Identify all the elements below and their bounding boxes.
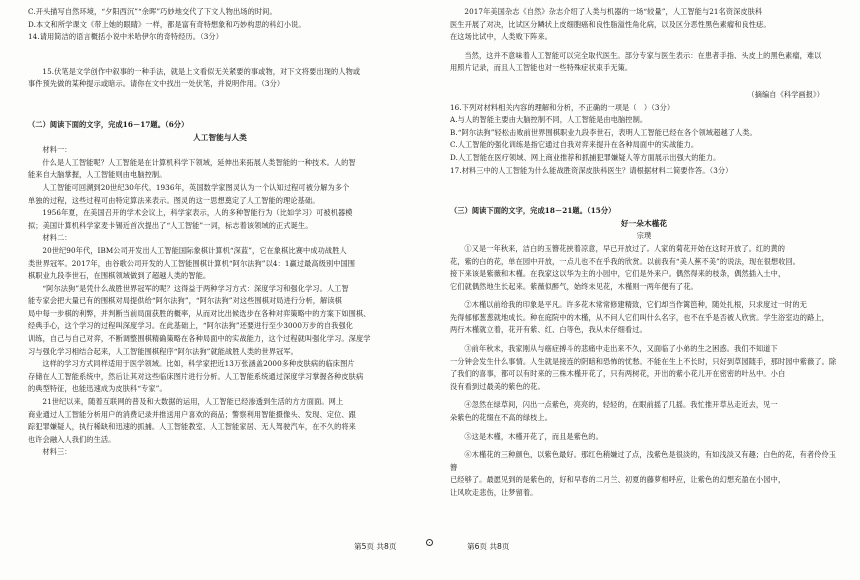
s3-p6-l2: 已经够了。最愿见到的是紫色的，好和早春的二月兰、初夏的藤萝相呼应，让紫色的幻想充盈在小园中，	[450, 475, 786, 485]
right-page	[450, 6, 838, 500]
q16-option-c: C.人工智能的强化训练是指它通过自我对弈来提升在各种局面中的实战能力。	[450, 140, 699, 150]
source-citation: （摘编自《科学画报》）	[747, 89, 824, 99]
q16-option-a: A.与人的智能主要由大脑控制不同，人工智能是由电脑控制。	[450, 115, 648, 125]
binding-hole-icon	[426, 539, 433, 546]
m2-p2-l3: 局中每一步棋的利弊，并判断当前局面获胜的概率，从而对比出候选步在各种对弈策略中的方案下如围棋、	[28, 308, 371, 318]
s3-p5: ⑤这是木槿，木槿开花了，而且是紫色的。	[464, 431, 603, 441]
s3-p2-l3: 两行木槿就立着，花开有紫、红、白等色，我从未仔细看过。	[450, 325, 647, 335]
s3-p3-l1: ③前年秋末，我家刚从与癌症搏斗的悲痛中走出来不久，又面临了小弟的生之困惑。我们不知道下	[464, 344, 778, 354]
s3-p3-l2: 一分钟会发生什么事情。人生就是接连的阴暗和恐怖的忧愁。不能在生上不长时，只好到草园随手，那时园中紫薇了。除	[450, 356, 837, 366]
m3-p1-l2: 医生开展了对决，比试区分鳞状上皮细胞癌和良性脂溢性角化病，以及区分恶性黑色素瘤和良性痣。	[450, 19, 771, 29]
m1-p3-l1: 1956年夏，在美国召开的学术会议上，科学家表示，人的多种智能行为（比如学习）可被机器模	[42, 208, 353, 218]
m2-p3-l3: 的典型特征，也能迅速成为皮肤科“专家”。	[28, 384, 167, 394]
s3-p2-l1: ②木槿以前给我的印象是平凡。许多花木常常修建精致，它们却当作篱笆种，随处扎根，只求度过一时的无	[464, 300, 807, 310]
m2-p1-l3: 棋职业九段李世石，在围棋领域做到了超越人类的智能。	[28, 271, 211, 281]
s3-p3-l3: 了我们的喜事，都可以有时来的三株木槿开花了，只有两树花，开出的紫小花儿开在密密的叶丛中。小白	[450, 369, 786, 379]
section3-title: 好一朵木槿花	[620, 218, 668, 228]
material1-label: 材料一：	[42, 145, 72, 155]
section3-heading: （三）阅读下面的文字，完成18－21题。（15分）	[450, 206, 616, 216]
question-14: 14.请用简洁的语言概括小说中米哈伊尔的奇特经历。（3分）	[28, 32, 223, 42]
left-page	[28, 6, 412, 459]
page-number-left: 第5页 共8页	[354, 542, 397, 551]
m3-p2-l1: 当然，这并不意味着人工智能可以完全取代医生。部分专家与医生表示：在患者手指、头皮上的黑色素瘤，难以	[464, 50, 822, 60]
option-d: D.本文和所学课文《带上她的眼睛》一样，都是富有奇特想象和巧妙构思的科幻小说。	[28, 19, 306, 29]
section2-title: 人工智能与人类	[193, 132, 247, 142]
s3-p3-l4: 没有看到过最美的紫色的花。	[450, 381, 545, 391]
q16-option-b: B.“阿尔法狗”轻松击败前世界围棋职业九段李世石，表明人工智能已经在各个领域超越了人类。	[450, 127, 757, 137]
page-number-right: 第6页 共8页	[467, 542, 510, 551]
s3-p1-l3: 接下来该是紫薇和木槿。在我家这以华为主的小园中，它们是外来户。偶然得来的枝条，偶然插入土中，	[450, 269, 786, 279]
m2-p2-l4: 经典手心，这个学习的过程叫深度学习。在此基础上，“阿尔法狗”还要进行至少3000万步的自我强化	[28, 321, 354, 331]
m2-p2-l6: 习与强化学习相结合起来，人工智能围棋程序“阿尔法狗”就能战胜人类的世界冠军。	[28, 346, 298, 356]
m2-p3-l1: 这样的学习方式同样适用于医学领域。比如，科学家把近13万张涵盖2000多种皮肤病的临床图片	[42, 359, 355, 369]
m2-p1-l2: 类世界冠军。2017年，由谷歌公司开发的人工智能围棋计算机“阿尔法狗”以4：1赢过最高级别中国围	[28, 258, 356, 268]
m2-p4-l4: 也许会融入人我们的生活。	[28, 434, 116, 444]
m2-p4-l3: 踪犯罪嫌疑人，执行稀缺和迅速的抓捕。人工智能教室、人工智能家居、无人驾驶汽车，在不久的将来	[28, 422, 356, 432]
s3-p1-l4: 它们就偶然地生长起来。紫薇似醉气，始终未见花，木槿则一两年便有了花。	[450, 281, 698, 291]
m3-p1-l3: 在这场比试中，人类败下阵来。	[450, 32, 553, 42]
m3-p2-l2: 用照片记录，而且人工智能也对一些特殊症状束手无策。	[450, 63, 633, 73]
m3-p1-l1: 2017年美国杂志《自然》杂志介绍了人类与机器的一场“较量”，人工智能与21名资深皮肤科	[464, 7, 763, 16]
m1-p1-l2: 能来自大脑掌握，人工智能则由电脑控制。	[28, 170, 167, 180]
section2-heading: （二）阅读下面的文字，完成16－17题。（6分）	[28, 119, 189, 129]
m2-p3-l2: 存储在人工智能系统中，然后让其对这些临床图片进行分析。人工智能系统通过深度学习掌握各种皮肤病	[28, 371, 364, 381]
s3-p4-l1: ④忽然在绿草间，闪出一点紫色，亮亮的，轻轻的，在眼前摇了几摇。我忙推开草丛走近去，见一	[464, 400, 778, 410]
question-17: 17.材料三中的人工智能为什么能战胜资深皮肤科医生？请根据材料二简要作答。（3分）	[450, 165, 733, 175]
material3-label: 材料三：	[42, 447, 72, 457]
question-15-line1: 15.伏笔是文学创作中叙事的一种手法，就是上文看似无关紧要的事或物，对下文将要出现的人物或	[42, 66, 361, 76]
q16-option-d: D.人工智能在医疗领域、网上商业推荐和抓捕犯罪嫌疑人等方面展示出强大的能力。	[450, 152, 721, 162]
m1-p3-l2: 拟；美国计算机科学家麦卡锡近首次提出了“人工智能”一词，标志着该领域的正式诞生。	[28, 220, 313, 230]
s3-p2-l2: 先得郁郁葱葱就地成长。种在庭院中的木槿，从不问人它们叫什么名字，也不在乎是否被人欣赏。学生浴室边的路上，	[450, 312, 829, 322]
s3-p4-l2: 朵紫色的花缀在不高的绿枝上。	[450, 413, 553, 423]
option-c: C.开头描写自然环境，“夕阳西沉”“余晖”巧妙地交代了下文人物出场的时间。	[28, 7, 277, 16]
s3-p6-l1: ⑥木槿花的三种颜色，以紫色最好。那红色稍嫌过了点，浅紫色是很淡的，有如浅淡又有趣；白色的花，有者伶伶玉簪	[450, 450, 837, 472]
question-16: 16.下列对材料相关内容的理解和分析，不正确的一项是（ ）（3分）	[450, 102, 675, 112]
m2-p4-l1: 21世纪以来，随着互联网的普及和大数据的运用，人工智能已经渗透到生活的方方面面。网上	[42, 397, 344, 407]
m2-p2-l2: 能专家会把大量已有的围棋对局提供给“阿尔法狗”，“阿尔法狗”对这些围棋对局进行分析，解读棋	[28, 296, 342, 306]
question-15-line2: 事件预先做的某种提示或暗示。请你在文中找出一处伏笔，并说明作用。（3分）	[28, 79, 285, 89]
m2-p1-l1: 20世纪90年代，IBM公司开发出人工智能国际象棋计算机“深蓝”，它在象棋比赛中成功战胜人	[42, 245, 347, 255]
m2-p2-l5: 训练，自己与自己对弈，不断调整围棋精确策略在各种局面中的实战能力，这个过程就叫强化学习。深度学	[28, 334, 371, 344]
s3-p6-l3: 让风吹走悲伤，让梦留着。	[450, 488, 538, 497]
m1-p1-l1: 什么是人工智能呢？人工智能是在计算机科学下领域，延伸出来拓展人类智能的一种技术。人的智	[42, 157, 356, 167]
s3-p1-l1: ①又是一年秋来，洁白的玉簪花挟着凉意，早已开放过了。人家的菊花开始在这时开放了。红的黄的	[464, 243, 786, 253]
material2-label: 材料二：	[42, 233, 72, 243]
s3-p1-l2: 花，紫的白的花，单在园中开放，一点儿也不在乎我的欣赏。以前我有“美人蕉不美”的说法，现在很想收回。	[450, 256, 801, 266]
m2-p4-l2: 商业通过人工智能分析用户的消费记录并推送用户喜欢的商品；警察利用智能摄像头、发现、定位、跟	[28, 409, 356, 419]
m1-p2-l2: 单独的过程，这些过程可由特定算法来表示。图灵的这一思想奠定了人工智能的理论基础。	[28, 195, 320, 205]
m1-p2-l1: 人工智能可回溯到20世纪30年代。1936年，英国数学家图灵认为一个认知过程可被分解为多个	[42, 182, 350, 192]
section3-author: 宗璞	[636, 231, 652, 241]
m2-p2-l1: “阿尔法狗”是凭什么战胜世界冠军的呢？这得益于两种学习方式：深度学习和强化学习。人工智	[42, 283, 349, 293]
